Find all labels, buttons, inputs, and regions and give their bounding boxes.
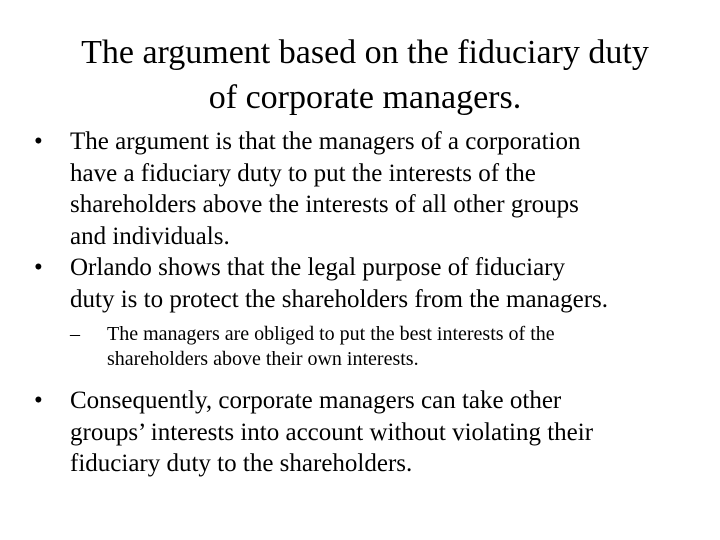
sub-bullet-line: The managers are obliged to put the best interests of the — [107, 323, 555, 345]
bullet-marker: • — [34, 254, 43, 281]
slide-title-line-1: The argument based on the fiduciary duty — [81, 34, 649, 71]
slide-title — [40, 30, 690, 120]
bullet-line: have a fiduciary duty to put the interests of the — [70, 159, 536, 187]
bullet-item-consequently — [34, 385, 694, 480]
bullet-line: Orlando shows that the legal purpose of fiduciary — [70, 254, 566, 281]
slide-title-line-2: of corporate managers. — [208, 79, 522, 116]
bullet-marker: • — [34, 128, 43, 155]
sub-bullet-marker: – — [70, 323, 80, 345]
sub-bullet-item-managers-obliged — [34, 322, 694, 372]
bullet-line: fiduciary duty to the shareholders. — [70, 450, 413, 477]
bullet-line: groups’ interests into account without violating their — [70, 418, 594, 446]
bullet-list — [34, 126, 694, 480]
bullet-marker: • — [34, 387, 43, 414]
bullet-line: The argument is that the managers of a corporation — [70, 128, 581, 155]
bullet-line: shareholders above the interests of all other groups — [70, 191, 579, 218]
bullet-line: duty is to protect the shareholders from the managers. — [70, 285, 609, 313]
bullet-item-fiduciary-argument — [34, 126, 694, 252]
bullet-line: and individuals. — [70, 222, 230, 250]
bullet-line: Consequently, corporate managers can take other — [70, 387, 562, 414]
bullet-item-orlando — [34, 252, 694, 315]
sub-bullet-line: shareholders above their own interests. — [107, 348, 419, 370]
